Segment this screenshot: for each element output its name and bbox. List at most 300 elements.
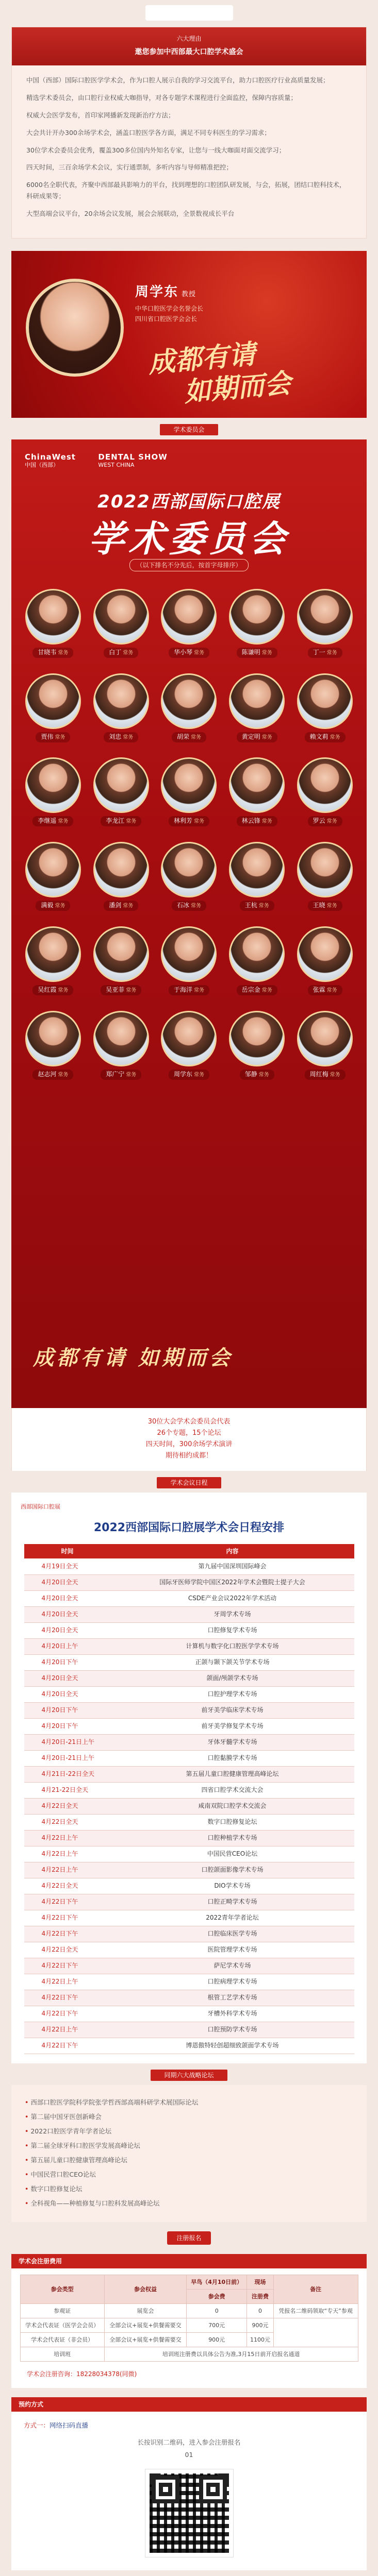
committee-member — [224, 589, 289, 659]
fee-cell: 展览会 — [104, 2303, 186, 2318]
schedule-row — [24, 2022, 354, 2038]
schedule-content: 中国民营CEO论坛 — [111, 1846, 354, 1862]
member-name-badge — [237, 816, 277, 826]
schedule-content: 正颌与颞下颌关节学术专场 — [111, 1654, 354, 1670]
member-name: 周红梅 — [309, 1070, 328, 1078]
schedule-time: 4月20日-21日上午 — [24, 1734, 111, 1750]
member-name-badge — [308, 648, 342, 658]
member-name-badge — [237, 732, 277, 742]
schedule-content: 口腔病理学术专场 — [111, 1974, 354, 1990]
member-tag: 常务 — [261, 650, 272, 656]
schedule-row — [24, 1958, 354, 1974]
member-name-badge — [32, 985, 73, 995]
fee-cell: 凭报名二维码领取“专天”参观 — [273, 2303, 358, 2318]
fee-row — [20, 2347, 358, 2361]
schedule-row — [24, 1830, 354, 1846]
member-name-badge — [305, 1070, 346, 1080]
committee-poster — [11, 439, 367, 1408]
chinawest-logo — [25, 453, 76, 469]
member-name-badge — [36, 901, 70, 911]
section-chip-schedule: 学术会议日程 — [157, 1477, 221, 1488]
reason-item: 大会共计开办300余场学术会，涵盖口腔医学各方面，满足不同专科医生的学习需求； — [26, 128, 271, 137]
committee-member — [89, 589, 154, 659]
committee-member — [157, 842, 222, 912]
schedule-time: 4月22日下午 — [24, 1926, 111, 1942]
committee-member — [89, 757, 154, 827]
schedule-time: 4月22日下午 — [24, 1910, 111, 1926]
logo2-sub: WEST CHINA — [98, 461, 135, 468]
schedule-content: 口腔临床医学专场 — [111, 1926, 354, 1942]
member-tag: 常务 — [123, 903, 134, 909]
reasons-header — [12, 27, 366, 65]
member-avatar — [161, 842, 217, 897]
member-name: 吴红霞 — [38, 986, 57, 993]
member-tag: 常务 — [126, 819, 137, 825]
schedule-row — [24, 2038, 354, 2054]
schedule-time: 4月20日下午 — [24, 1702, 111, 1718]
member-name: 吴亚菲 — [106, 986, 125, 993]
member-name: 石冰 — [176, 902, 189, 909]
member-name: 黄定明 — [241, 733, 260, 740]
member-name-badge — [172, 901, 206, 911]
member-avatar — [161, 673, 217, 729]
member-grid — [21, 589, 357, 1081]
logo2-text: DENTAL SHOW — [98, 452, 168, 462]
member-tag: 常务 — [194, 819, 204, 825]
schedule-content: 颌面/颅颌学术专场 — [111, 1670, 354, 1686]
fee-cell: 0 — [187, 2303, 247, 2318]
channel-section — [11, 2397, 367, 2570]
member-name: 胡荣 — [176, 733, 189, 740]
schedule-time: 4月22日下午 — [24, 2038, 111, 2054]
member-name-badge — [169, 816, 209, 826]
channel-header: 预约方式 — [11, 2397, 367, 2412]
qr-code-icon[interactable] — [145, 2469, 233, 2557]
schedule-brand: 西部国际口腔展 — [21, 1503, 60, 1510]
schedule-time: 4月20日上午 — [24, 1638, 111, 1654]
member-avatar — [25, 589, 81, 645]
member-avatar — [297, 757, 353, 813]
committee-member — [292, 673, 357, 743]
schedule-row — [24, 1718, 354, 1734]
member-avatar — [161, 757, 217, 813]
committee-member — [224, 757, 289, 827]
schedule-row — [24, 1846, 354, 1862]
member-name: 贾伟 — [41, 733, 54, 740]
member-name-badge — [101, 816, 141, 826]
dental-show-logo — [98, 453, 167, 469]
schedule-row — [24, 1814, 354, 1830]
schedule-row — [24, 1798, 354, 1814]
member-avatar — [93, 673, 149, 729]
member-tag: 常务 — [258, 1072, 269, 1078]
schedule-content: 口腔黏膜学术专场 — [111, 1750, 354, 1766]
member-avatar — [229, 842, 285, 897]
member-tag: 常务 — [58, 987, 69, 993]
committee-member — [89, 926, 154, 996]
schedule-row — [24, 1670, 354, 1686]
committee-member — [292, 589, 357, 659]
fee-cell: 900元 — [247, 2318, 274, 2332]
member-tag: 常务 — [123, 650, 134, 656]
member-name-badge — [308, 901, 342, 911]
schedule-row — [24, 1926, 354, 1942]
committee-member — [224, 673, 289, 743]
schedule-content: 医院管理学术专场 — [111, 1942, 354, 1958]
schedule-time: 4月22日下午 — [24, 1990, 111, 2006]
committee-member — [21, 673, 86, 743]
committee-member — [157, 926, 222, 996]
fee-cell: 1100元 — [247, 2332, 274, 2347]
schedule-content: 牙槽外科学术专场 — [111, 2006, 354, 2022]
member-tag: 常务 — [191, 903, 201, 909]
fee-table — [20, 2275, 358, 2362]
fee-cell: 培训班注册费以具体公告为准,3月15日前开启报名通道 — [104, 2347, 358, 2361]
schedule-content: 牙周学术专场 — [111, 1606, 354, 1622]
schedule-row — [24, 1654, 354, 1670]
member-name: 华小琴 — [173, 648, 192, 656]
member-tag: 常务 — [261, 987, 272, 993]
member-name: 郑广宁 — [106, 1070, 125, 1078]
president-tag: 四川省口腔医学会会长 — [135, 315, 198, 323]
committee-logos — [25, 453, 188, 469]
fee-subcol: 参会费 — [187, 2289, 247, 2303]
schedule-time: 4月22日全天 — [24, 1798, 111, 1814]
member-avatar — [25, 842, 81, 897]
event-item: • 第二届全球牙科口腔医学发展高峰论坛 — [25, 2139, 353, 2153]
reason-item: 大型高端会议平台，20余场会议发展，展会会展联动，全景数视成长平台 — [26, 210, 235, 217]
schedule-content: 牙体牙髓学术专场 — [111, 1734, 354, 1750]
fee-subcol: 注册费 — [247, 2289, 274, 2303]
channel-line-1 — [11, 2412, 367, 2431]
schedule-row — [24, 1622, 354, 1638]
reason-item: 30位学术会委员会优秀，覆盖300多位国内外知名专家，让您与一线大咖面对面交流学习； — [26, 146, 286, 154]
fee-cell: 全部会议+展览+供餐需要交 — [104, 2332, 186, 2347]
member-name: 林云锋 — [241, 817, 260, 825]
schedule-table — [24, 1544, 354, 2054]
schedule-content: 第九届中国深圳国际峰会 — [111, 1558, 354, 1574]
schedule-row — [24, 1558, 354, 1574]
chip-committee-wrap — [0, 418, 378, 439]
president-tag: 中华口腔医学会名誉会长 — [135, 304, 204, 312]
committee-member — [21, 926, 86, 996]
section-chip-committee: 学术委员会 — [160, 424, 218, 435]
schedule-content: 前牙美学临床学术专场 — [111, 1702, 354, 1718]
member-avatar — [93, 926, 149, 982]
fee-row — [20, 2318, 358, 2332]
member-name-badge — [169, 648, 209, 658]
member-tag: 常务 — [330, 1072, 340, 1078]
schedule-content: CSDE产业会议2022年学术活动 — [111, 1590, 354, 1606]
member-name: 王杭 — [244, 902, 257, 909]
schedule-time: 4月22日下午 — [24, 2006, 111, 2022]
member-tag: 常务 — [194, 987, 204, 993]
member-name: 陈谦明 — [241, 648, 260, 656]
schedule-row — [24, 1702, 354, 1718]
member-tag: 常务 — [194, 650, 204, 656]
event-item: • 中国民营口腔CEO论坛 — [25, 2167, 353, 2182]
schedule-content: 萨尼学术专场 — [111, 1958, 354, 1974]
fee-cell: 全部会议+展览+供餐需要交 — [104, 2318, 186, 2332]
member-tag: 常务 — [261, 734, 272, 740]
fee-cell: 培训班 — [20, 2347, 104, 2361]
schedule-time: 4月22日全天 — [24, 1878, 111, 1894]
schedule-time: 4月19日全天 — [24, 1558, 111, 1574]
fee-cell: 参观证 — [20, 2303, 104, 2318]
member-avatar — [25, 1011, 81, 1066]
fee-note: 学术会注册咨询：18228034378(同微) — [27, 2370, 137, 2378]
member-name: 白丁 — [109, 648, 122, 656]
member-tag: 常务 — [123, 734, 134, 740]
committee-member — [157, 757, 222, 827]
event-item: • 数字口腔修复论坛 — [25, 2182, 353, 2196]
fees-header: 学术会注册费用 — [11, 2254, 367, 2268]
member-tag: 常务 — [330, 734, 340, 740]
committee-member — [292, 1011, 357, 1081]
committee-title-1: 2022西部国际口腔展 — [97, 491, 281, 512]
schedule-time: 4月22日全天 — [24, 1942, 111, 1958]
reason-item: 权威大会医学发布，首印家网播新发现新治疗方法； — [26, 111, 175, 119]
member-name-badge — [101, 1070, 141, 1080]
committee-title-2: 学术委员会 — [88, 517, 290, 560]
member-name-badge — [32, 648, 73, 658]
member-avatar — [297, 589, 353, 645]
schedule-row — [24, 1942, 354, 1958]
schedule-content: 口腔护理学术专场 — [111, 1686, 354, 1702]
schedule-time: 4月22日上午 — [24, 2022, 111, 2038]
logo1-text: ChinaWest — [25, 452, 76, 462]
channel-line-1-text[interactable]: 网络扫码直播 — [50, 2421, 89, 2429]
member-avatar — [229, 673, 285, 729]
member-name: 林利芳 — [173, 817, 192, 825]
reasons-header-main: 邀您参加中西部最大口腔学术盛会 — [135, 48, 243, 56]
member-tag: 常务 — [55, 903, 65, 909]
member-avatar — [25, 926, 81, 982]
schedule-content: 根管工艺学术专场 — [111, 1990, 354, 2006]
committee-member — [292, 757, 357, 827]
schedule-content: 口腔正畸学术专场 — [111, 1894, 354, 1910]
member-tag: 常务 — [58, 1072, 69, 1078]
schedule-content: 四省口腔学术交流大会 — [111, 1782, 354, 1798]
member-name-badge — [32, 1070, 73, 1080]
schedule-time: 4月22日上午 — [24, 1974, 111, 1990]
member-tag: 常务 — [326, 987, 337, 993]
fee-cell: 900元 — [187, 2332, 247, 2347]
president-slogan — [147, 335, 292, 411]
channel-hint-2: 01 — [185, 2450, 193, 2459]
member-avatar — [25, 757, 81, 813]
member-tag: 常务 — [126, 987, 137, 993]
schedule-content: 口腔修复学术专场 — [111, 1622, 354, 1638]
member-avatar — [229, 926, 285, 982]
committee-member — [157, 673, 222, 743]
member-name: 刘忠 — [109, 733, 122, 740]
fee-col-early: 早鸟（4月10日前） — [187, 2275, 247, 2289]
events-list — [11, 2085, 367, 2222]
schedule-time: 4月20日下午 — [24, 1654, 111, 1670]
schedule-row — [24, 1910, 354, 1926]
schedule-content: 口腔预防学术专场 — [111, 2022, 354, 2038]
fee-col-note: 备注 — [273, 2275, 358, 2303]
member-name-badge — [169, 1070, 209, 1080]
committee-member — [157, 1011, 222, 1081]
member-name: 张霖 — [313, 986, 325, 993]
schedule-row — [24, 1782, 354, 1798]
member-name-badge — [308, 816, 342, 826]
committee-member — [157, 589, 222, 659]
register-button-wrap — [0, 2222, 378, 2254]
member-name: 岳宗金 — [241, 986, 260, 993]
member-tag: 常务 — [55, 734, 65, 740]
member-name: 邹静 — [244, 1070, 257, 1078]
channel-line-1-label: 方式一： — [24, 2421, 50, 2429]
member-name: 丁一 — [313, 648, 325, 656]
schedule-head-content: 内容 — [111, 1544, 354, 1558]
schedule-row — [24, 1574, 354, 1590]
member-avatar — [229, 757, 285, 813]
president-photo — [26, 279, 124, 377]
schedule-content: 国际牙医师学院中国区2022年学术会暨院士提子大会 — [111, 1574, 354, 1590]
member-tag: 常务 — [194, 1072, 204, 1078]
member-name-badge — [308, 985, 342, 995]
committee-subtitle: （以下排名不分先后，按首字母排序） — [129, 559, 248, 571]
schedule-content: 口腔种植学术专场 — [111, 1830, 354, 1846]
member-name-badge — [172, 732, 206, 742]
reason-item: 中国（西部）国际口腔医学学术会，作为口腔人展示自我的学习交流平台，助力口腔医疗行业高质量发展； — [26, 76, 330, 84]
member-avatar — [229, 1011, 285, 1066]
member-tag: 常务 — [58, 819, 69, 825]
reasons-section — [11, 27, 367, 239]
schedule-row — [24, 1878, 354, 1894]
schedule-content: 第五届儿童口腔健康管理高峰论坛 — [111, 1766, 354, 1782]
schedule-row — [24, 1750, 354, 1766]
schedule-head-time: 时间 — [24, 1544, 111, 1558]
member-tag: 常务 — [326, 650, 337, 656]
fee-col-type: 参会类型 — [20, 2275, 104, 2303]
schedule-time: 4月21日-22日全天 — [24, 1766, 111, 1782]
schedule-content: 数字口腔修复论坛 — [111, 1814, 354, 1830]
reasons-header-sup: 六大理由 — [176, 35, 202, 42]
president-tags — [135, 303, 203, 324]
member-name: 李继遥 — [38, 817, 57, 825]
president-banner — [11, 251, 367, 418]
fee-col-onsite: 现场 — [247, 2275, 274, 2289]
schedule-row — [24, 1686, 354, 1702]
schedule-time: 4月20日-21日上午 — [24, 1750, 111, 1766]
member-name-badge — [104, 648, 138, 658]
stats-line: 期待相约成都！ — [165, 1451, 212, 1460]
stats-block — [11, 1408, 367, 1471]
reason-item: 6000名全职代表，齐聚中西部最具影响力的平台，找到理想的口腔团队研发展，与会，拓展，团结口腔科技术，科研成果等； — [26, 181, 346, 200]
event-item: • 全科视角——种植修复与口腔科发展高峰论坛 — [25, 2196, 353, 2211]
member-name-badge — [240, 901, 274, 911]
chip-highlights-wrap — [0, 2063, 378, 2085]
schedule-row — [24, 1638, 354, 1654]
schedule-content: 2022青年学者论坛 — [111, 1910, 354, 1926]
committee-member — [292, 926, 357, 996]
logo1-sub: 中国（西部） — [25, 461, 59, 468]
member-avatar — [229, 589, 285, 645]
schedule-row — [24, 2006, 354, 2022]
member-tag: 常务 — [191, 734, 201, 740]
member-name-badge — [169, 985, 209, 995]
member-name: 赵志河 — [38, 1070, 57, 1078]
chip-schedule-wrap — [0, 1471, 378, 1493]
schedule-time: 4月20日全天 — [24, 1606, 111, 1622]
section-chip-highlights: 同期六大战略论坛 — [151, 2070, 227, 2081]
schedule-row — [24, 1862, 354, 1878]
member-name-badge — [305, 732, 346, 742]
event-item: • 2022口腔医学青年学者论坛 — [25, 2124, 353, 2139]
schedule-content: 口腔颌面影像学术专场 — [111, 1862, 354, 1878]
member-name: 甘晓韦 — [38, 648, 57, 656]
schedule-time: 4月22日下午 — [24, 1958, 111, 1974]
slogan-line-2: 如期而会 — [183, 367, 292, 408]
schedule-time: 4月20日全天 — [24, 1670, 111, 1686]
register-button[interactable]: 注册报名 — [167, 2231, 210, 2245]
fee-cell: 学术会代表证（医学会会员） — [20, 2318, 104, 2332]
schedule-time: 4月22日上午 — [24, 1846, 111, 1862]
schedule-row — [24, 1606, 354, 1622]
schedule-row — [24, 1734, 354, 1750]
schedule-content: DIO学术专场 — [111, 1878, 354, 1894]
committee-member — [21, 757, 86, 827]
member-name: 王晓 — [313, 902, 325, 909]
member-avatar — [297, 673, 353, 729]
member-name: 周学东 — [173, 1070, 192, 1078]
channel-hint — [11, 2431, 367, 2461]
schedule-content: 前牙美学修复学术专场 — [111, 1718, 354, 1734]
schedule-row — [24, 1590, 354, 1606]
schedule-time: 4月20日全天 — [24, 1622, 111, 1638]
member-tag: 常务 — [58, 650, 69, 656]
member-name: 于海洋 — [173, 986, 192, 993]
fee-cell — [273, 2318, 358, 2347]
schedule-time: 4月22日上午 — [24, 1862, 111, 1878]
member-name-badge — [237, 648, 277, 658]
committee-member — [224, 842, 289, 912]
member-name-badge — [240, 1070, 274, 1080]
reason-item: 精选学术委员会，由口腔行业权威大咖指导，对各专题学术课程进行全面监控，保障内容质量； — [26, 93, 298, 101]
member-avatar — [297, 1011, 353, 1066]
president-name-text: 周学东 — [135, 284, 179, 300]
top-strip — [0, 0, 378, 27]
schedule-section — [11, 1493, 367, 2063]
member-avatar — [93, 842, 149, 897]
member-name: 潘剑 — [109, 902, 122, 909]
member-name: 罗云 — [313, 817, 325, 825]
schedule-time: 4月22日上午 — [24, 1830, 111, 1846]
schedule-row — [24, 1766, 354, 1782]
stats-line: 26个专题，15个论坛 — [157, 1429, 221, 1437]
member-avatar — [161, 1011, 217, 1066]
fees-section — [11, 2254, 367, 2388]
member-avatar — [25, 673, 81, 729]
committee-member — [89, 842, 154, 912]
member-tag: 常务 — [326, 903, 337, 909]
committee-slogan: 成都有请 如期而会 — [33, 1345, 233, 1370]
member-avatar — [161, 589, 217, 645]
member-tag: 常务 — [126, 1072, 137, 1078]
committee-subtitle-wrap — [11, 559, 367, 572]
committee-member — [89, 673, 154, 743]
schedule-time: 4月22日全天 — [24, 1814, 111, 1830]
fee-row — [20, 2303, 358, 2318]
fee-cell: 学术会代表证（非会员） — [20, 2332, 104, 2347]
member-name-badge — [104, 901, 138, 911]
committee-member — [21, 589, 86, 659]
member-name-badge — [36, 732, 70, 742]
